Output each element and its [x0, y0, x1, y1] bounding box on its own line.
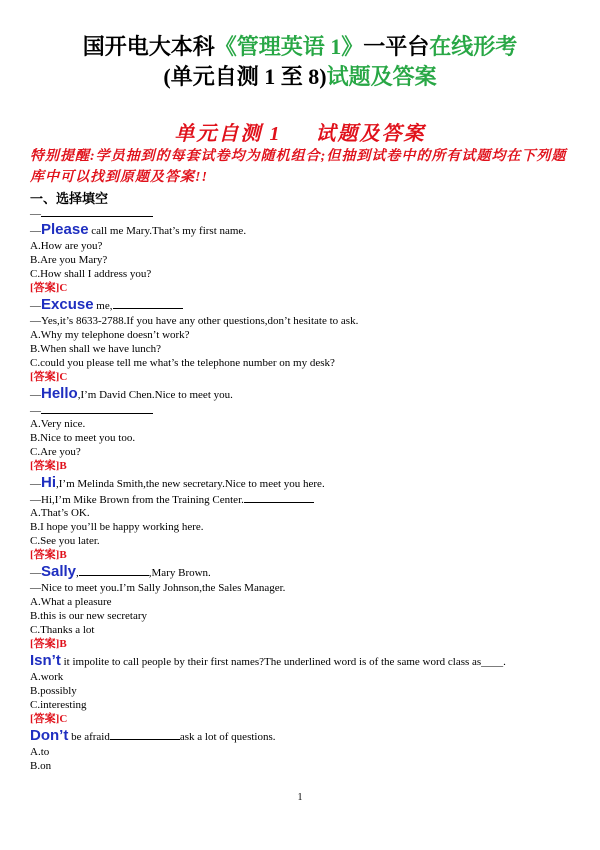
fill-blank [41, 206, 153, 217]
option-b: B.on [30, 760, 52, 772]
option-a: A.to [30, 746, 50, 758]
option-b: B.I hope you’ll be happy working here. [30, 521, 204, 533]
option-c: C.Are you? [30, 446, 81, 458]
document-title-line2: (单元自测 1 至 8)试题及答案 [163, 64, 437, 89]
option-a: A.work [30, 671, 64, 683]
answer-key: [答案]C [30, 371, 68, 383]
page-number: 1 [297, 792, 303, 803]
special-notice: 特别提醒:学员抽到的每套试卷均为随机组合;但抽到试卷中的所有试题均在下列题库中可以找到原题及答案!! [30, 149, 567, 185]
question-stem: —Sally, ,Mary Brown. [30, 563, 211, 580]
option-a: A.That’s OK. [30, 507, 90, 519]
option-a: A.Why my telephone doesn’t work? [30, 329, 190, 341]
question-reply: —Nice to meet you.I’m Sally Johnson,the Sales Manager. [30, 582, 286, 594]
question-stem: —Hello,I’m David Chen.Nice to meet you. [30, 385, 233, 402]
option-b: B.possibly [30, 685, 77, 697]
option-c: C.Thanks a lot [30, 624, 95, 636]
option-b: B.this is our new secretary [30, 610, 147, 622]
answer-blank-line: — [30, 403, 575, 417]
answer-blank-line: — [30, 206, 575, 220]
answer-key: [答案]B [30, 460, 67, 472]
answer-key: [答案]B [30, 638, 67, 650]
answer-key: [答案]B [30, 549, 67, 561]
fill-blank [79, 565, 149, 576]
question-reply: —Hi,I’m Mike Brown from the Training Center. [30, 492, 575, 506]
option-c: C.See you later. [30, 535, 100, 547]
section-title: 一、选择填空 [30, 191, 109, 206]
unit-label: 单元自测 1 [174, 123, 282, 145]
option-a: A.How are you? [30, 240, 103, 252]
option-a: A.Very nice. [30, 418, 86, 430]
unit-suffix: 试题及答案 [315, 123, 426, 145]
fill-blank [113, 298, 183, 309]
option-c: C.could you please tell me what’s the telephone number on my desk? [30, 357, 335, 369]
answer-key: [答案]C [30, 713, 68, 725]
option-c: C.interesting [30, 699, 87, 711]
option-c: C.How shall I address you? [30, 268, 152, 280]
document-title-line1: 国开电大本科《管理英语 1》一平台在线形考 [82, 34, 518, 59]
option-a: A.What a pleasure [30, 596, 112, 608]
question-stem: —Please call me Mary.That’s my first name. [30, 221, 247, 238]
fill-blank [244, 492, 314, 503]
question-stem: —Excuse me, [30, 295, 575, 314]
option-b: B.Are you Mary? [30, 254, 108, 266]
fill-blank [110, 729, 180, 740]
option-b: B.Nice to meet you too. [30, 432, 136, 444]
question-list [30, 206, 575, 773]
question-stem: Isn’t it impolite to call people by their first names?The underlined word is of the same word class as____. [30, 652, 506, 669]
question-reply: —Yes,it’s 8633-2788.If you have any other questions,don’t hesitate to ask. [30, 315, 359, 327]
option-b: B.When shall we have lunch? [30, 343, 162, 355]
answer-key: [答案]C [30, 282, 68, 294]
fill-blank [41, 403, 153, 414]
question-stem: Don’t be afraid ask a lot of questions. [30, 727, 276, 744]
question-stem: —Hi,I’m Melinda Smith,the new secretary.Nice to meet you here. [30, 474, 325, 491]
unit-heading [0, 117, 600, 146]
